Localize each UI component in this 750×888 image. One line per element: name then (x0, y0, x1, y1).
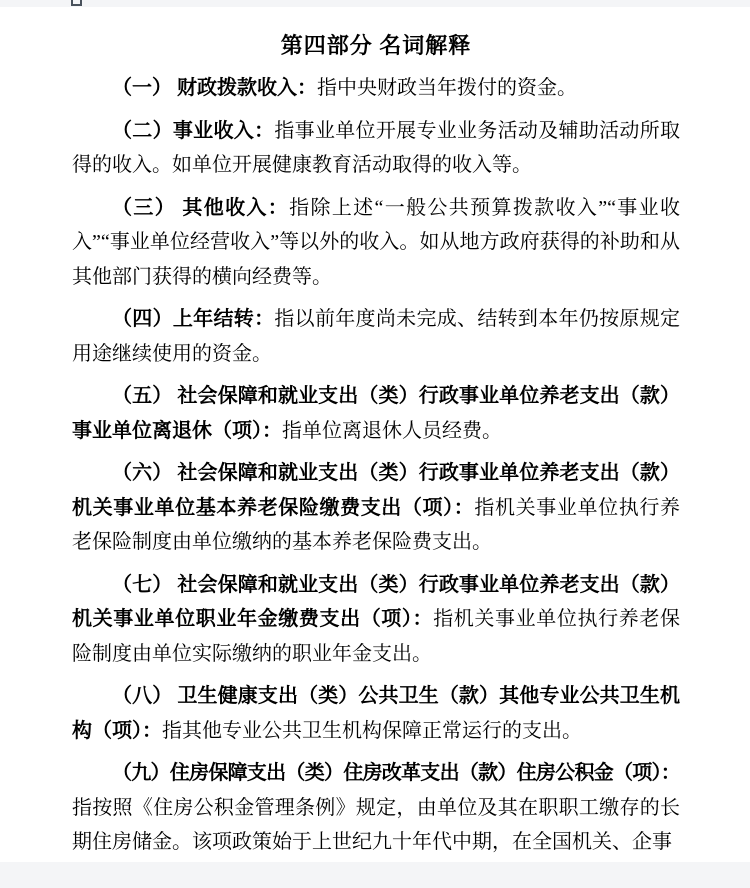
term-label: （二）事业收入： (112, 119, 275, 142)
definition-paragraph (72, 71, 680, 106)
term-label: （六） 社会保障和就业支出（类）行政事业单位养老支出（款）机关事业单位基本养老保险缴费支出（项）： (72, 462, 680, 519)
definition-paragraph (72, 379, 680, 448)
term-definition: 指中央财政当年拨付的资金。 (317, 77, 577, 99)
term-label: （九）住房保障支出（类）住房改革支出（款）住房公积金（项）： (112, 762, 680, 784)
definition-paragraph (72, 114, 680, 183)
definition-paragraph (72, 191, 680, 295)
definition-paragraph (72, 568, 680, 672)
term-label: （三） 其他收入： (112, 196, 290, 219)
term-label: （一） 财政拨款收入： (112, 77, 317, 99)
term-definition: 指单位离退休人员经费。 (282, 419, 502, 442)
term-label: （七） 社会保障和就业支出（类）行政事业单位养老支出（款）机关事业单位职业年金缴费支出（项）： (72, 573, 680, 630)
page-gap-bottom (0, 862, 750, 888)
term-label: （四）上年结转： (112, 308, 275, 330)
term-definition: 指事业单位开展专业业务活动及辅助活动所取得的收入。如单位开展健康教育活动取得的收入等。 (72, 119, 681, 176)
term-definition: 指按照《住房公积金管理条例》规定，由单位及其在职职工缴存的长期住房储金。该项政策始于上世纪九十年代中期，在全国机关、企事 (72, 796, 680, 853)
table-resize-handle-icon[interactable] (71, 0, 82, 6)
term-definition: 指以前年度尚未完成、结转到本年仍按原规定用途继续使用的资金。 (72, 308, 681, 365)
term-definition: 指机关事业单位执行养老保险制度由单位实际缴纳的职业年金支出。 (72, 608, 681, 665)
term-label: （五） 社会保障和就业支出（类）行政事业单位养老支出（款）事业单位离退休（项）： (72, 385, 680, 442)
document-page (0, 7, 750, 862)
definition-paragraph (72, 456, 680, 560)
term-definition: 指除上述“一般公共预算拨款收入”“事业收入”“事业单位经营收入”等以外的收入。如从地方政府获得的补助和从其他部门获得的横向经费等。 (72, 196, 680, 288)
term-label: （八） 卫生健康支出（类）公共卫生（款）其他专业公共卫生机构（项）： (72, 685, 680, 742)
term-definition: 指其他专业公共卫生机构保障正常运行的支出。 (162, 719, 582, 742)
definition-paragraph (72, 756, 680, 860)
definition-paragraph (72, 679, 680, 748)
page-title: 第四部分 名词解释 (280, 33, 472, 58)
page-gap-top (0, 0, 750, 7)
definition-paragraph (72, 302, 680, 371)
term-definition: 指机关事业单位执行养老保险制度由单位缴纳的基本养老保险费支出。 (72, 496, 681, 553)
